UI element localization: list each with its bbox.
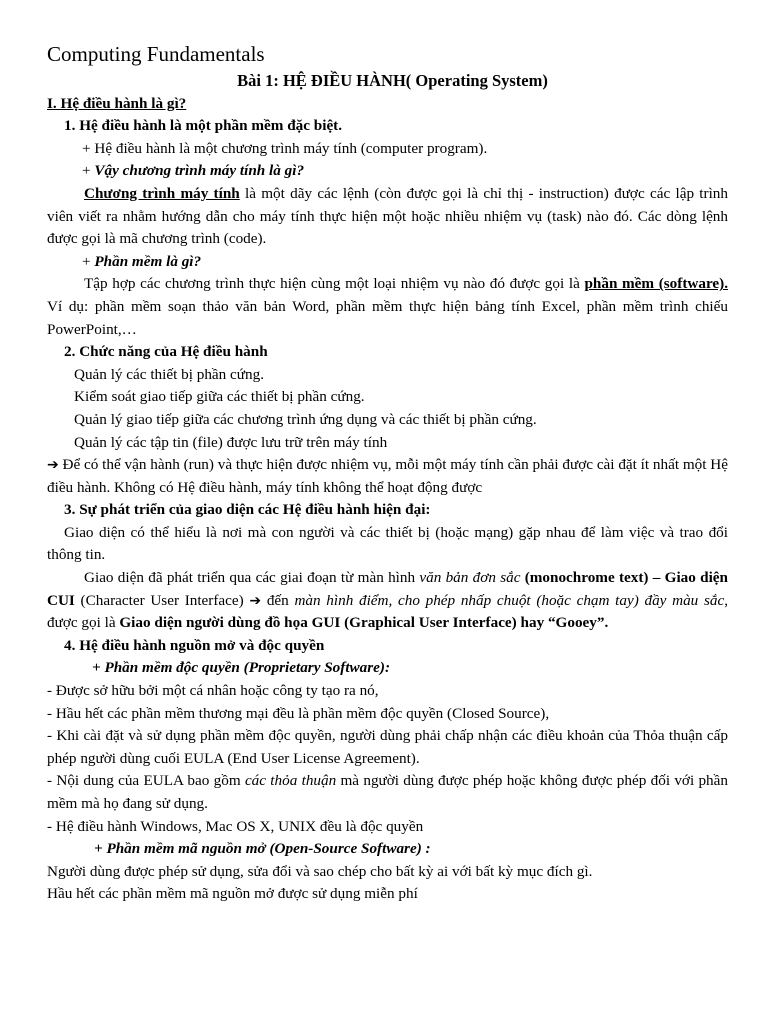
proprietary-heading: + Phần mềm độc quyền (Proprietary Software): [92, 659, 391, 677]
arrow-right-icon: ➔ [47, 457, 59, 474]
bold-text: Giao diện người dùng đồ họa GUI (Graphical User Interface) hay “Gooey”. [119, 614, 609, 632]
proprietary-item: - Khi cài đặt và sử dụng phần mềm độc quyền, người dùng phải chấp nhận các điều khoản của Thỏa thuận cấp phép người dùng cuối EULA (End User License Agreement). [47, 727, 728, 767]
arrow-right-icon: ➔ [249, 592, 262, 609]
plus-marker: + [82, 162, 95, 180]
term-program: Chương trình máy tính [84, 184, 240, 202]
proprietary-item: - Hệ điều hành Windows, Mac OS X, UNIX đều là độc quyền [47, 817, 424, 835]
definition-text: Ví dụ: phần mềm soạn thảo văn bản Word, phần mềm thực hiện bảng tính Excel, phần mềm trình chiếu PowerPoint,… [47, 297, 728, 338]
function-item: Quản lý giao tiếp giữa các chương trình ứng dụng và các thiết bị phần cứng. [74, 410, 537, 428]
definition-text: là một dãy các lệnh (còn được gọi là chỉ thị - instruction) được các lập trình viên viết ra nhằm hướng dẫn cho máy tính thực hiện một hoặc nhiều nhiệm vụ (task) nào đó. Các dòng lệnh được gọi là mã chương trình (code). [47, 184, 728, 248]
body-text: (Character User Interface) [74, 591, 250, 609]
function-item: Quản lý các tập tin (file) được lưu trữ trên máy tính [74, 433, 388, 451]
function-item: Kiểm soát giao tiếp giữa các thiết bị phần cứng. [74, 388, 365, 406]
section-1-heading: I. Hệ điều hành là gì? [47, 94, 187, 112]
body-text: Giao diện đã phát triển qua các giai đoạn từ màn hình [84, 569, 420, 587]
section-4-heading: 4. Hệ điều hành nguồn mở và độc quyền [64, 636, 325, 654]
term-software: phần mềm (software). [584, 275, 729, 293]
s1-question-program [47, 160, 728, 183]
s1-software-definition [47, 273, 728, 341]
body-text: , được gọi là [47, 591, 728, 632]
open-source-text: Người dùng được phép sử dụng, sửa đổi và sao chép cho bất kỳ ai với bất kỳ mục đích gì. [47, 862, 593, 880]
definition-text: Tập hợp các chương trình thực hiện cùng một loại nhiệm vụ nào đó được gọi là [84, 275, 585, 293]
s3-interface-definition: Giao diện có thể hiểu là nơi mà con người và các thiết bị (hoặc mạng) gặp nhau để làm việc và trao đổi thông tin. [47, 523, 728, 564]
lesson-title: Bài 1: HỆ ĐIỀU HÀNH( Operating System) [237, 71, 548, 90]
italic-text: văn bản đơn sắc [419, 569, 521, 587]
section-2-heading: 2. Chức năng của Hệ điều hành [64, 343, 268, 361]
italic-text: các thỏa thuận [244, 772, 337, 790]
open-source-text: Hầu hết các phần mềm mã nguồn mở được sử dụng miễn phí [47, 885, 418, 903]
question-text: Phần mềm là gì? [94, 252, 202, 270]
body-text: đến [261, 591, 295, 609]
s1-line-program: + Hệ điều hành là một chương trình máy tính (computer program). [82, 139, 488, 157]
body-text: mà người dùng được phép hoặc không được phép đối với phần mềm mà họ đang sử dụng. [47, 772, 728, 812]
s1-question-software [47, 251, 728, 274]
question-text: Vậy chương trình máy tính là gì? [94, 162, 305, 180]
conclusion-text: Để có thể vận hành (run) và thực hiện được nhiệm vụ, mỗi một máy tính cần phải được cài đặt ít nhất một Hệ điều hành. Không có Hệ điều hành, máy tính không thể hoạt động được [47, 456, 728, 496]
document-title: Computing Fundamentals [47, 42, 265, 66]
italic-text: màn hình điểm, cho phép nhấp chuột (hoặc chạm tay) đầy màu sắc [294, 591, 725, 609]
s2-conclusion [47, 454, 728, 499]
s3-interface-evolution [47, 567, 728, 635]
body-text: - Nội dung của EULA bao gồm [47, 772, 245, 790]
proprietary-item: - Được sở hữu bởi một cá nhân hoặc công ty tạo ra nó, [47, 682, 379, 700]
function-item: Quản lý các thiết bị phần cứng. [74, 365, 264, 383]
proprietary-item [47, 770, 728, 815]
open-source-heading: + Phần mềm mã nguồn mở (Open-Source Software) : [94, 840, 431, 858]
s1-point-1: 1. Hệ điều hành là một phần mềm đặc biệt. [64, 117, 343, 135]
bold-text: (monochrome text) – Giao diện CUI [47, 569, 728, 609]
plus-marker: + [82, 252, 95, 270]
s1-program-definition [47, 183, 728, 251]
section-3-heading: 3. Sự phát triển của giao diện các Hệ điều hành hiện đại: [64, 501, 431, 519]
proprietary-item: - Hầu hết các phần mềm thương mại đều là phần mềm độc quyền (Closed Source), [47, 704, 550, 722]
